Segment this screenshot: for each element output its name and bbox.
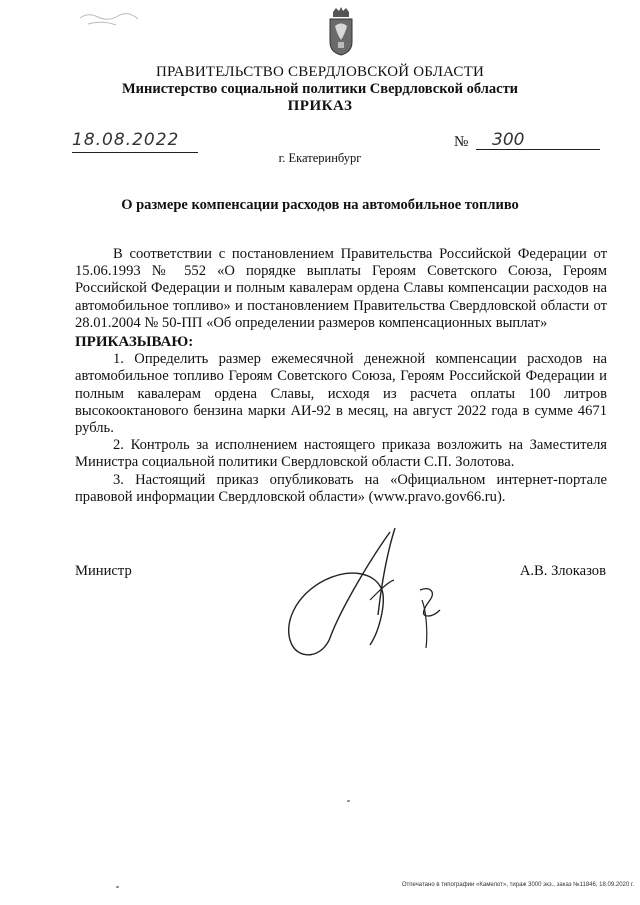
ministry-heading: Министерство социальной политики Свердловской области	[121, 81, 519, 97]
document-type: ПРИКАЗ	[287, 98, 353, 114]
document-body	[75, 246, 607, 506]
scan-speck	[347, 800, 350, 802]
order-item-1: 1. Определить размер ежемесячной денежной компенсации расходов на автомобильное топливо Героям Советского Союза, Героям Российской Федерации и полным кавалерам ордена Славы, исходя из расчета оплаты 100 литров высокооктанового бензина марки АИ-92 в месяц, на август 2022 года в сумме 4671 рубль.	[75, 351, 607, 437]
government-heading: ПРАВИТЕЛЬСТВО СВЕРДЛОВСКОЙ ОБЛАСТИ	[155, 64, 485, 80]
order-number: 300	[476, 130, 600, 150]
preamble: В соответствии с постановлением Правительства Российской Федерации от 15.06.1993 № 552 «О порядке выплаты Героям Советского Союза, Героям Российской Федерации и полным кавалерам ордена Славы компенсации расходов на автомобильное топливо» и постановлением Правительства Свердловской области от 28.01.2004 № 50-ПП «Об определении размеров компенсационных выплат»	[75, 246, 607, 331]
handwritten-signature-icon	[270, 520, 470, 670]
order-item-3: 3. Настоящий приказ опубликовать на «Официальном интернет-портале правовой информации Свердловской области» (www.pravo.gov66.ru).	[75, 471, 607, 505]
order-item-2: 2. Контроль за исполнением настоящего приказа возложить на Заместителя Министра социальной политики Свердловской области С.П. Золотова.	[75, 437, 607, 471]
document-title: О размере компенсации расходов на автомобильное топливо	[121, 197, 519, 213]
signatory-position: Министр	[75, 563, 132, 579]
print-footer: Отпечатано в типографии «Камелот», тираж 3000 экз., заказ №11846, 18.09.2020 г.	[401, 882, 634, 888]
city: г. Екатеринбург	[278, 151, 362, 165]
scan-artifact-icon	[78, 10, 158, 30]
coat-of-arms-icon	[327, 6, 355, 56]
scan-speck	[116, 886, 119, 888]
order-word: ПРИКАЗЫВАЮ:	[75, 334, 194, 351]
number-label: №	[454, 134, 469, 150]
signatory-name: А.В. Злоказов	[519, 563, 606, 579]
order-date: 18.08.2022	[72, 130, 198, 153]
